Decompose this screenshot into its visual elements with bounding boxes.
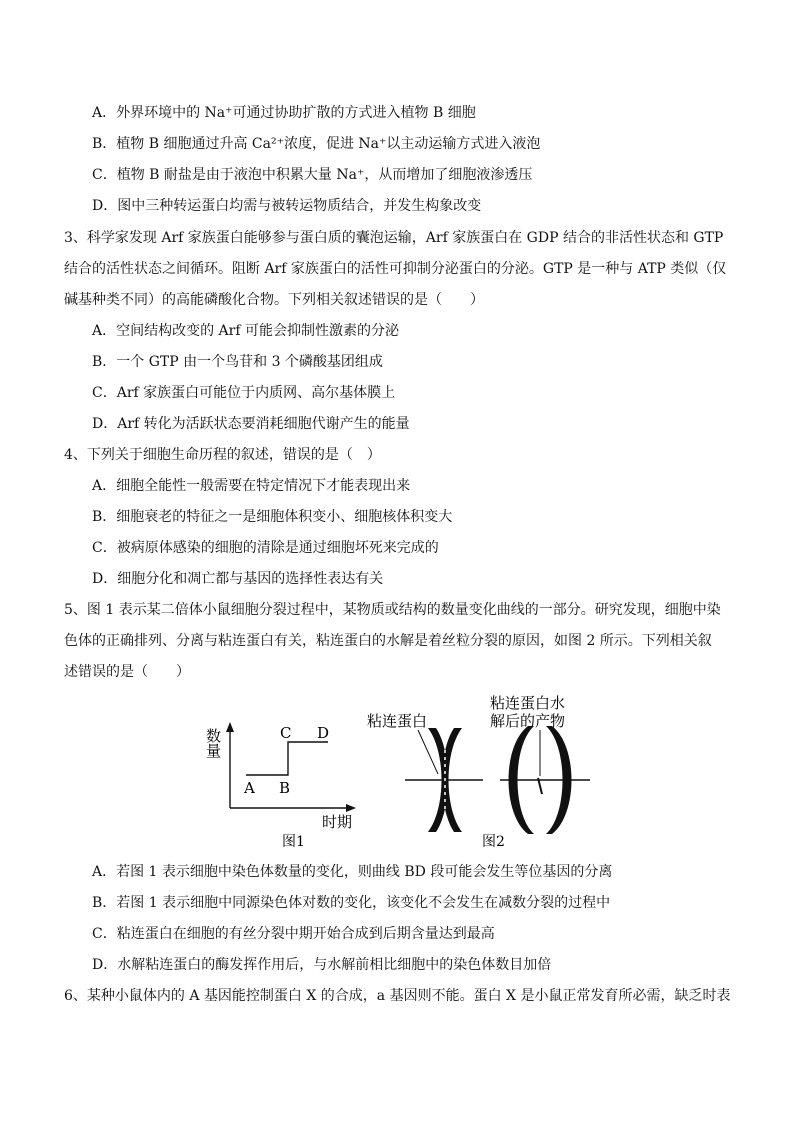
fig1-point-d: D xyxy=(317,724,330,742)
q5-option-b: B．若图 1 表示细胞中同源染色体对数的变化，该变化不会发生在减数分裂的过程中 xyxy=(92,895,611,911)
q4-stem: 4、下列关于细胞生命历程的叙述，错误的是（ ） xyxy=(64,447,381,463)
q3-option-a: A．空间结构改变的 Arf 可能会抑制性激素的分泌 xyxy=(92,323,399,339)
q5-option-c: C．粘连蛋白在细胞的有丝分裂中期开始合成到后期含量达到最高 xyxy=(92,926,495,942)
q4-option-b: B．细胞衰老的特征之一是细胞体积变小、细胞核体积变大 xyxy=(92,509,453,525)
q4-option-c: C．被病原体感染的细胞的清除是通过细胞坏死来完成的 xyxy=(92,540,439,556)
fig1-point-b: B xyxy=(279,779,291,797)
q5-option-d: D．水解粘连蛋白的酶发挥作用后，与水解前相比细胞中的染色体数目加倍 xyxy=(92,957,552,973)
fig2-chromosomes xyxy=(367,694,590,850)
fig1-graph xyxy=(204,722,356,850)
q5-option-a: A．若图 1 表示细胞中染色体数量的变化，则曲线 BD 段可能会发生等位基因的分离 xyxy=(92,864,613,880)
fig1-step-curve xyxy=(246,742,328,775)
q3-stem-line-1: 3、科学家发现 Arf 家族蛋白能够参与蛋白质的囊泡运输，Arf 家族蛋白在 GDP 结合的非活性状态和 GTP xyxy=(64,230,724,246)
q4-option-d: D．细胞分化和凋亡都与基因的选择性表达有关 xyxy=(92,571,384,587)
fig1-x-label: 时期 xyxy=(322,813,353,831)
prev-option-c: C．植物 B 耐盐是由于液泡中积累大量 Na⁺，从而增加了细胞液渗透压 xyxy=(92,167,533,183)
q5-stem-line-3: 述错误的是（ ） xyxy=(64,664,190,680)
fig2-label-hydrolysis-2: 解后的产物 xyxy=(490,712,566,730)
fig1-point-a: A xyxy=(244,779,255,797)
prev-option-b: B．植物 B 细胞通过升高 Ca²⁺浓度，促进 Na⁺以主动运输方式进入液泡 xyxy=(92,136,541,152)
fig1-y-arrow xyxy=(226,722,234,732)
fig1-point-c: C xyxy=(280,724,292,742)
fig1-x-arrow xyxy=(346,804,356,812)
q3-stem-line-3: 碱基种类不同）的高能磷酸化合物。下列相关叙述错误的是（ ） xyxy=(64,292,484,308)
q5-figure xyxy=(200,690,600,860)
q5-stem-line-2: 色体的正确排列、分离与粘连蛋白有关，粘连蛋白的水解是着丝粒分裂的原因，如图 2 所示。下列相关叙 xyxy=(64,633,712,649)
fig1-caption: 图1 xyxy=(282,834,305,850)
q3-option-b: B．一个 GTP 由一个鸟苷和 3 个磷酸基团组成 xyxy=(92,354,383,370)
prev-option-d: D．图中三种转运蛋白均需与被转运物质结合，并发生构象改变 xyxy=(92,198,482,214)
fig2-label-cohesin: 粘连蛋白 xyxy=(367,712,428,730)
q3-option-d: D．Arf 转化为活跃状态要消耗细胞代谢产生的能量 xyxy=(92,416,410,432)
q5-stem-line-1: 5、图 1 表示某二倍体小鼠细胞分裂过程中，某物质或结构的数量变化曲线的一部分。研究发现，细胞中染 xyxy=(64,602,721,618)
q4-option-a: A．细胞全能性一般需要在特定情况下才能表现出来 xyxy=(92,478,411,494)
fig1-y-label: 数量 xyxy=(204,728,222,758)
q3-stem-line-2: 结合的活性状态之间循环。阻断 Arf 家族蛋白的活性可抑制分泌蛋白的分泌。GTP 是一种与 ATP 类似（仅 xyxy=(64,261,727,277)
fig2-label-hydrolysis-1: 粘连蛋白水 xyxy=(490,694,566,712)
fig2-caption: 图2 xyxy=(482,834,505,850)
q3-option-c: C．Arf 家族蛋白可能位于内质网、高尔基体膜上 xyxy=(92,385,396,401)
q6-stem-line-1: 6、某种小鼠体内的 A 基因能控制蛋白 X 的合成，a 基因则不能。蛋白 X 是小鼠正常发育所必需，缺乏时表 xyxy=(64,988,731,1004)
prev-option-a: A．外界环境中的 Na⁺可通过协助扩散的方式进入植物 B 细胞 xyxy=(92,105,476,121)
